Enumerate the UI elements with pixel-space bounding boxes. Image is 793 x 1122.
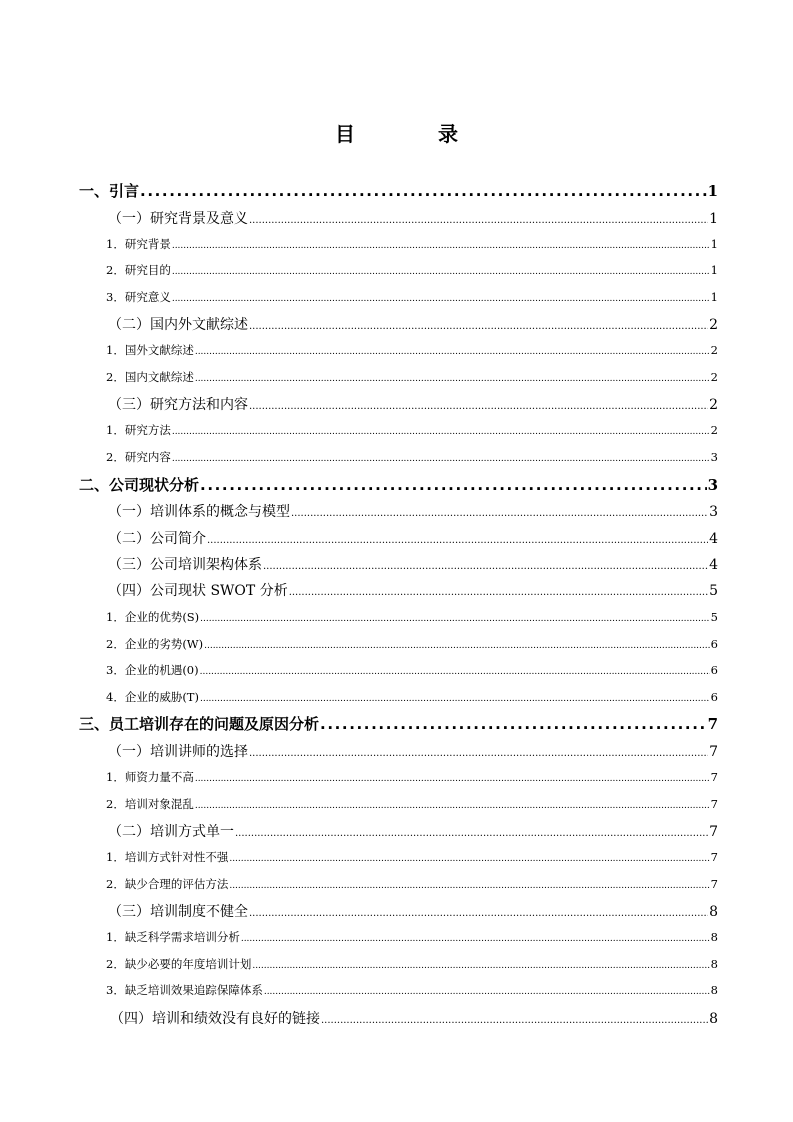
toc-entry[interactable] xyxy=(106,369,718,385)
toc-entry[interactable] xyxy=(110,1008,718,1028)
toc-entry-text: （一）培训讲师的选择 xyxy=(108,744,248,760)
toc-entry[interactable] xyxy=(108,314,718,334)
toc-page-number: 1 xyxy=(709,211,718,227)
toc-dot-leader xyxy=(320,715,707,733)
toc-dot-leader xyxy=(200,667,710,677)
toc-dot-leader xyxy=(264,987,710,997)
toc-dot-leader xyxy=(195,347,710,357)
toc-entry[interactable] xyxy=(106,769,718,785)
toc-entry-text: （二）培训方式单一 xyxy=(108,824,234,840)
toc-entry[interactable] xyxy=(108,208,718,228)
toc-page-number: 2 xyxy=(710,343,718,357)
toc-entry-text: 4．企业的威胁(T) xyxy=(106,690,199,704)
toc-entry[interactable] xyxy=(106,982,718,998)
toc-dot-leader xyxy=(195,374,710,384)
toc-entry[interactable] xyxy=(106,609,718,625)
toc-dot-leader xyxy=(200,614,710,624)
toc-entry-text: 3．研究意义 xyxy=(106,290,171,304)
toc-page-number: 7 xyxy=(709,824,718,840)
toc-page-number: 4 xyxy=(709,531,718,547)
toc-page-number: 1 xyxy=(707,182,718,200)
toc-dot-leader xyxy=(207,535,708,546)
toc-page-number: 8 xyxy=(710,957,718,971)
toc-page-number: 7 xyxy=(710,877,718,891)
toc-entry[interactable] xyxy=(106,422,718,438)
toc-page-number: 6 xyxy=(710,690,718,704)
toc-entry[interactable] xyxy=(106,929,718,945)
toc-dot-leader xyxy=(241,934,710,944)
toc-dot-leader xyxy=(263,561,708,572)
toc-page-number: 7 xyxy=(709,744,718,760)
toc-dot-leader xyxy=(249,748,708,759)
toc-dot-leader xyxy=(229,854,709,864)
toc-page-number: 3 xyxy=(710,450,718,464)
toc-entry-text: 2．缺少必要的年度培训计划 xyxy=(106,957,252,971)
toc-entry-text: 1．研究背景 xyxy=(106,237,171,251)
toc-entry-text: 二、公司现状分析 xyxy=(79,476,200,494)
toc-entry-text: 1．缺乏科学需求培训分析 xyxy=(106,930,240,944)
toc-entry-text: （二）国内外文献综述 xyxy=(108,317,248,333)
toc-page-number: 2 xyxy=(710,423,718,437)
toc-entry[interactable] xyxy=(108,528,718,548)
toc-entry-text: （一）培训体系的概念与模型 xyxy=(108,504,290,520)
toc-entry-text: （四）培训和绩效没有良好的链接 xyxy=(110,1011,320,1027)
toc-entry[interactable] xyxy=(79,474,718,495)
toc-entry[interactable] xyxy=(106,956,718,972)
toc-dot-leader xyxy=(195,774,710,784)
toc-entry[interactable] xyxy=(106,796,718,812)
toc-entry[interactable] xyxy=(108,821,718,841)
toc-entry-text: （三）公司培训架构体系 xyxy=(108,557,262,573)
toc-entry[interactable] xyxy=(106,449,718,465)
toc-entry[interactable] xyxy=(108,901,718,921)
toc-dot-leader xyxy=(172,454,710,464)
toc-page-number: 7 xyxy=(707,715,718,733)
toc-entry-text: 1．国外文献综述 xyxy=(106,343,194,357)
toc-title: 目 录 xyxy=(335,122,496,146)
toc-dot-leader xyxy=(195,801,710,811)
toc-entry[interactable] xyxy=(79,713,718,734)
toc-entry[interactable] xyxy=(106,662,718,678)
toc-dot-leader xyxy=(321,1015,708,1026)
toc-entry-text: 一、引言 xyxy=(79,182,140,200)
toc-dot-leader xyxy=(249,401,708,412)
toc-dot-leader xyxy=(200,694,710,704)
toc-entry[interactable] xyxy=(106,876,718,892)
toc-entry-text: 2．研究目的 xyxy=(106,263,171,277)
toc-entry[interactable] xyxy=(106,236,718,252)
toc-entry[interactable] xyxy=(108,394,718,414)
toc-page-number: 2 xyxy=(709,317,718,333)
toc-entry[interactable] xyxy=(108,501,718,521)
toc-dot-leader xyxy=(235,828,708,839)
toc-page-number: 8 xyxy=(709,1011,718,1027)
toc-entry-text: 2．缺少合理的评估方法 xyxy=(106,877,229,891)
toc-entry-text: （一）研究背景及意义 xyxy=(108,211,248,227)
toc-dot-leader xyxy=(291,508,708,519)
toc-page-number: 2 xyxy=(710,370,718,384)
toc-dot-leader xyxy=(249,908,708,919)
toc-entry-text: 三、员工培训存在的问题及原因分析 xyxy=(79,715,320,733)
toc-page-number: 1 xyxy=(710,237,718,251)
toc-dot-leader xyxy=(229,881,709,891)
toc-page-number: 7 xyxy=(710,797,718,811)
toc-entry[interactable] xyxy=(106,262,718,278)
toc-entry-text: 1．企业的优势(S) xyxy=(106,610,200,624)
toc-dot-leader xyxy=(172,294,710,304)
toc-page-number: 1 xyxy=(710,290,718,304)
toc-dot-leader xyxy=(289,587,708,598)
toc-page-number: 4 xyxy=(709,557,718,573)
toc-page-number: 6 xyxy=(710,663,718,677)
toc-page-number: 1 xyxy=(710,263,718,277)
toc-page-number: 8 xyxy=(709,904,718,920)
toc-entry[interactable] xyxy=(108,580,718,600)
toc-page-number: 3 xyxy=(709,504,718,520)
toc-entry-text: （二）公司简介 xyxy=(108,531,206,547)
toc-dot-leader xyxy=(172,267,710,277)
toc-dot-leader xyxy=(204,641,710,651)
toc-page-number: 8 xyxy=(710,930,718,944)
toc-entry-text: （三）研究方法和内容 xyxy=(108,397,248,413)
toc-dot-leader xyxy=(249,215,708,226)
toc-entry-text: 3．缺乏培训效果追踪保障体系 xyxy=(106,983,263,997)
toc-entry-text: （四）公司现状 SWOT 分析 xyxy=(108,583,288,599)
toc-entry[interactable] xyxy=(106,342,718,358)
toc-page-number: 8 xyxy=(710,983,718,997)
toc-entry-text: 2．企业的劣势(W) xyxy=(106,637,204,651)
toc-dot-leader xyxy=(200,476,707,494)
toc-entry-text: 1．师资力量不高 xyxy=(106,770,194,784)
toc-entry[interactable] xyxy=(108,741,718,761)
toc-page-number: 5 xyxy=(709,583,718,599)
toc-dot-leader xyxy=(172,427,710,437)
toc-page-number: 7 xyxy=(710,850,718,864)
toc-page-number: 3 xyxy=(707,476,718,494)
toc-page-number: 7 xyxy=(710,770,718,784)
toc-entry[interactable] xyxy=(106,849,718,865)
toc-dot-leader xyxy=(249,321,708,332)
toc-dot-leader xyxy=(252,961,709,971)
toc-entry[interactable] xyxy=(79,180,718,201)
toc-entry-text: （三）培训制度不健全 xyxy=(108,904,248,920)
toc-dot-leader xyxy=(140,182,707,200)
toc-entry[interactable] xyxy=(106,636,718,652)
toc-entry-text: 2．国内文献综述 xyxy=(106,370,194,384)
toc-entry[interactable] xyxy=(106,289,718,305)
toc-entry[interactable] xyxy=(108,554,718,574)
toc-entry-text: 2．培训对象混乱 xyxy=(106,797,194,811)
toc-entry-text: 1．培训方式针对性不强 xyxy=(106,850,229,864)
toc-entry[interactable] xyxy=(106,689,718,705)
toc-entry-text: 3．企业的机遇(0) xyxy=(106,663,199,677)
toc-page-number: 5 xyxy=(710,610,718,624)
toc-page-number: 6 xyxy=(710,637,718,651)
toc-page-number: 2 xyxy=(709,397,718,413)
toc-dot-leader xyxy=(172,241,710,251)
toc-entry-text: 2．研究内容 xyxy=(106,450,171,464)
toc-entry-text: 1．研究方法 xyxy=(106,423,171,437)
